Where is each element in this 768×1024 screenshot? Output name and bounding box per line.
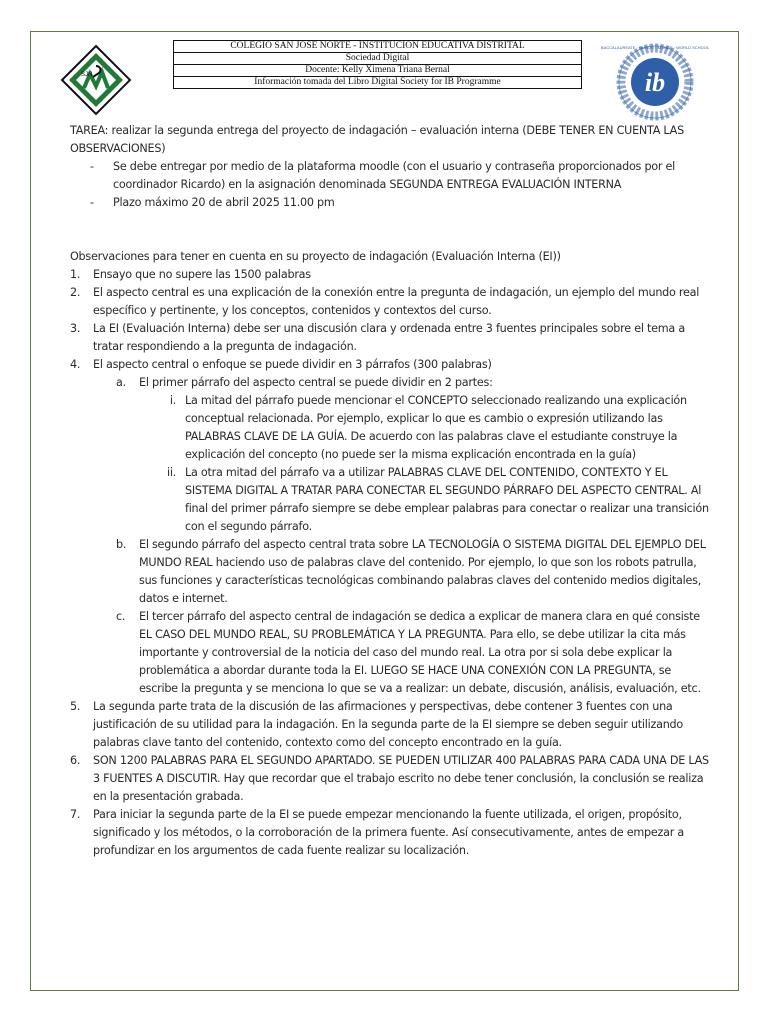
- item-number: 4.: [70, 358, 81, 371]
- sub-sub-list-item-text: La otra mitad del párrafo va a utilizar PALABRAS CLAVE DEL CONTENIDO, CONTEXTO Y EL SISTEMA DIGITAL A TRATAR PARA CONECTAR EL SEGUNDO PÁRRAFO DEL ASPECTO CENTRAL. Al final del primer párrafo siempre se debe emplear palabras para conectar o realizar una transición con el segundo párrafo.: [185, 466, 709, 533]
- task-bullet-text: Se debe entregar por medio de la plataforma moodle (con el usuario y contraseña proporcionados por el coordinador Ricardo) en la asignación denominada SEGUNDA ENTREGA EVALUACIÓN INTERNA: [113, 160, 676, 191]
- header-source: Información tomada del Libro Digital Society for IB Programme: [174, 77, 582, 89]
- task-bullet: [70, 194, 710, 212]
- list-item-text: La EI (Evaluación Interna) debe ser una discusión clara y ordenada entre 3 fuentes principales sobre el tema a tratar respondiendo a la pregunta de indagación.: [93, 322, 685, 353]
- document-body: [70, 122, 710, 860]
- list-item-text: Para iniciar la segunda parte de la EI se puede empezar mencionando la fuente utilizada, el origen, propósito, significado y los métodos, o la corroboración de la primera fuente. Así consecutivamente, antes de empezar a profundizar en los argumentos de cada fuente realizar su localización.: [93, 808, 684, 857]
- list-item-text: El aspecto central o enfoque se puede dividir en 3 párrafos (300 palabras): [93, 358, 492, 371]
- item-number: 7.: [70, 808, 81, 821]
- school-crest-icon: [60, 44, 132, 116]
- list-item: [70, 320, 710, 356]
- sub-sub-list-item: [139, 464, 710, 536]
- list-item: [70, 752, 710, 806]
- sub-list-item: [116, 608, 710, 698]
- school-logo-text: SJN: [81, 72, 93, 78]
- dash-marker: -: [90, 160, 94, 173]
- observations-title: Observaciones para tener en cuenta en su proyecto de indagación (Evaluación Interna (EI)): [70, 250, 561, 263]
- task-bullet: [70, 158, 710, 194]
- sub-list-item-text: El segundo párrafo del aspecto central trata sobre LA TECNOLOGÍA O SISTEMA DIGITAL DEL EJEMPLO DEL MUNDO REAL haciendo uso de palabras clave del contenido. Por ejemplo, lo que son los robots patrulla, sus funciones y características tecnológicas combinando palabras claves del contenido medios digitales, datos e internet.: [139, 538, 706, 605]
- item-number: 5.: [70, 700, 81, 713]
- header-teacher: Docente: Kelly Ximena Triana Bernal: [174, 65, 582, 77]
- item-roman: ii.: [166, 466, 176, 479]
- list-item: [70, 698, 710, 752]
- item-number: 6.: [70, 754, 81, 767]
- item-number: 2.: [70, 286, 81, 299]
- header-subject: Sociedad Digital: [174, 53, 582, 65]
- ib-seal-icon: [600, 42, 710, 122]
- sub-list-item: [116, 536, 710, 608]
- item-roman: i.: [169, 394, 176, 407]
- list-item: [70, 266, 710, 284]
- sub-sub-list-item-text: La mitad del párrafo puede mencionar el CONCEPTO seleccionado realizando una explicación conceptual relacionada. Por ejemplo, explicar lo que es cambio o expresión utilizando las PALABRAS CLAVE DE LA GUÍA. De acuerdo con las palabras clave el estudiante construye la explicación del concepto (no puede ser la misma explicación encontrada en la guía): [185, 394, 687, 461]
- item-number: 3.: [70, 322, 81, 335]
- task-title: TAREA: realizar la segunda entrega del proyecto de indagación – evaluación interna (DEBE TENER EN CUENTA LAS OBSERVACIONES): [70, 124, 684, 155]
- dash-marker: -: [90, 196, 94, 209]
- item-letter: a.: [116, 376, 126, 389]
- ib-ring-text: BACCALAUREATE · MUNDO · MONDE · WORLD SCHOOL: [600, 45, 710, 50]
- sub-list-item-text: El tercer párrafo del aspecto central de indagación se dedica a explicar de manera clara en qué consiste EL CASO DEL MUNDO REAL, SU PROBLEMÁTICA Y LA PREGUNTA. Para ello, se debe utilizar la cita más importante y controversial de la noticia del caso del mundo real. La otra por si sola debe explicar la problemática a abordar durante toda la EI. LUEGO SE HACE UNA CONEXIÓN CON LA PREGUNTA, se escribe la pregunta y se menciona lo que se va a realizar: un debate, discusión, análisis, evaluación, etc.: [139, 610, 701, 695]
- list-item: [70, 806, 710, 860]
- ib-logo-text: ib: [644, 68, 666, 97]
- list-item: [70, 284, 710, 320]
- task-bullet-text: Plazo máximo 20 de abril 2025 11.00 pm: [113, 196, 335, 209]
- item-number: 1.: [70, 268, 81, 281]
- list-item-text: La segunda parte trata de la discusión de las afirmaciones y perspectivas, debe contener 3 fuentes con una justificación de su utilidad para la indagación. En la segunda parte de la EI siempre se deben seguir utilizando palabras clave tanto del contenido, contexto como del concepto encontrado en la guía.: [93, 700, 684, 749]
- list-item-text: SON 1200 PALABRAS PARA EL SEGUNDO APARTADO. SE PUEDEN UTILIZAR 400 PALABRAS PARA CADA UNA DE LAS 3 FUENTES A DISCUTIR. Hay que recordar que el trabajo escrito no debe tener conclusión, la conclusión se realiza en la presentación grabada.: [93, 754, 709, 803]
- header-school-name: COLEGIO SAN JOSE NORTE - INSTITUCION EDUCATIVA DISTRITAL: [174, 41, 582, 53]
- list-item: [70, 356, 710, 374]
- sub-list-item-text: El primer párrafo del aspecto central se puede dividir en 2 partes:: [139, 376, 493, 389]
- header-table: [173, 40, 582, 89]
- list-item-text: El aspecto central es una explicación de la conexión entre la pregunta de indagación, un ejemplo del mundo real específico y pertinente, y los conceptos, contenidos y contextos del curso.: [93, 286, 700, 317]
- item-letter: b.: [116, 538, 127, 551]
- list-item-text: Ensayo que no supere las 1500 palabras: [93, 268, 311, 281]
- item-letter: c.: [116, 610, 126, 623]
- sub-sub-list-item: [139, 392, 710, 464]
- sub-list-item: [116, 374, 710, 392]
